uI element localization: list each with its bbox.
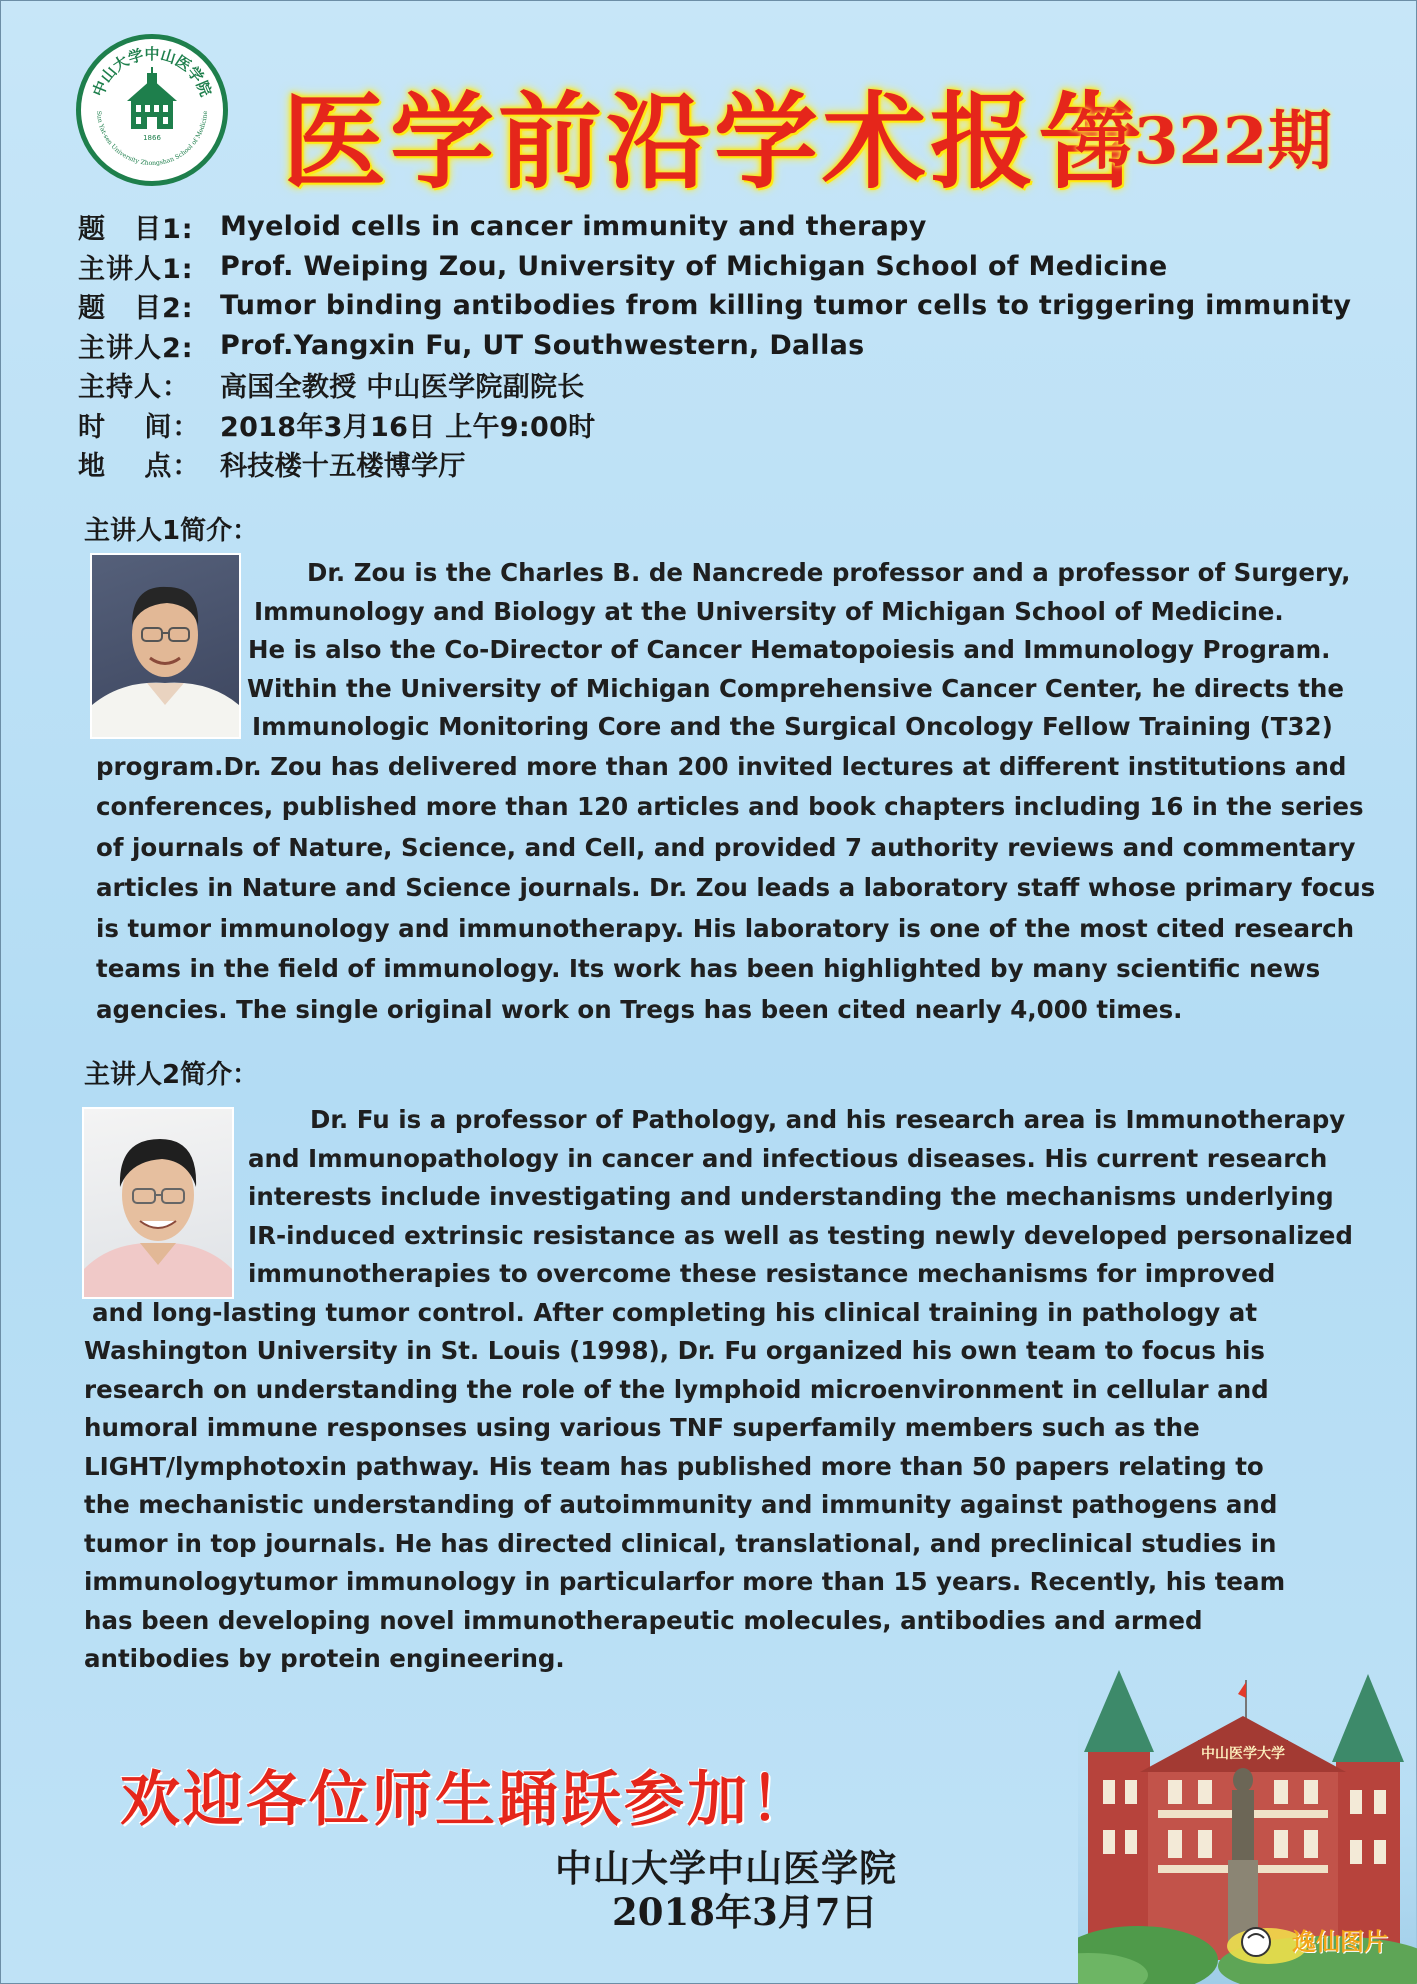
poster-date: 2018年3月7日 <box>612 1890 878 1934</box>
speaker2-heading: 主讲人2简介： <box>84 1060 259 1090</box>
bio-line: Dr. Fu is a professor of Pathology, and his research area is Immunotherapy <box>310 1105 1346 1134</box>
info-value: Prof.Yangxin Fu, UT Southwestern, Dallas <box>220 329 865 361</box>
info-row-topic2 <box>78 286 1351 326</box>
event-info <box>78 207 1351 484</box>
bio-line: Washington University in St. Louis (1998), Dr. Fu organized his own team to focus his <box>84 1336 1265 1365</box>
bio-line: Dr. Zou is the Charles B. de Nancrede professor and a professor of Surgery, <box>307 558 1351 587</box>
bio-line: Immunology and Biology at the University of Michigan School of Medicine. <box>254 596 1284 626</box>
issue-number: 第322期 <box>1070 104 1332 179</box>
building-sign: 中山医学大学 <box>1201 1746 1285 1762</box>
bio-line: is tumor immunology and immunotherapy. His laboratory is one of the most cited research <box>96 913 1355 943</box>
info-label: 题 目1: <box>78 214 194 246</box>
bio-line: conferences, published more than 120 articles and book chapters including 16 in the series <box>96 792 1364 821</box>
info-value: 2018年3月16日 上午9:00时 <box>220 411 596 443</box>
info-label: 主讲人1: <box>78 253 194 285</box>
bio-line: and Immunopathology in cancer and infectious diseases. His current research <box>248 1143 1328 1173</box>
info-label: 地 点： <box>78 451 201 483</box>
logo-emblem <box>81 39 223 181</box>
bio-line: the mechanistic understanding of autoimmunity and immunity against pathogens and <box>84 1490 1278 1519</box>
info-row-speaker1 <box>78 247 1351 287</box>
info-value: 科技楼十五楼博学厅 <box>220 451 466 483</box>
poster-title: 医学前沿学术报告 <box>282 80 1147 203</box>
speaker2-bio <box>84 1101 1353 1679</box>
bio-line: research on understanding the role of the lymphoid microenvironment in cellular and <box>84 1374 1269 1404</box>
info-label: 时 间： <box>78 411 201 443</box>
logo-chinese-name: 中山大学中山医学院 <box>89 45 215 100</box>
bio-line: of journals of Nature, Science, and Cell, and provided 7 authority reviews and commentary <box>96 832 1356 862</box>
info-row-host <box>78 365 1351 405</box>
watermark-text: 逸仙图片 <box>1292 1928 1388 1956</box>
bio-line: teams in the field of immunology. Its work has been highlighted by many scientific news <box>96 954 1321 983</box>
bio-line: program.Dr. Zou has delivered more than 200 invited lectures at different institutions and <box>96 751 1347 781</box>
logo-english-name: Sun Yat-sen University Zhongshan School of Medicine <box>94 110 210 168</box>
info-value: Myeloid cells in cancer immunity and therapy <box>220 211 927 243</box>
bio-line: immunotherapies to overcome these resistance mechanisms for improved <box>248 1259 1276 1288</box>
info-label: 主持人： <box>78 372 190 404</box>
bio-line: Within the University of Michigan Comprehensive Cancer Center, he directs the <box>247 673 1344 703</box>
bio-line: IR-induced extrinsic resistance as well as testing newly developed personalized <box>248 1220 1353 1250</box>
bio-line: and long-lasting tumor control. After completing his clinical training in pathology at <box>92 1297 1258 1327</box>
info-row-location <box>78 444 1351 484</box>
bio-line: agencies. The single original work on Tregs has been cited nearly 4,000 times. <box>96 994 1183 1024</box>
info-label: 题 目2: <box>78 293 194 325</box>
bio-line: Immunologic Monitoring Core and the Surgical Oncology Fellow Training (T32) <box>252 712 1333 741</box>
info-value: 高国全教授 中山医学院副院长 <box>220 372 585 404</box>
organizer-name: 中山大学中山医学院 <box>555 1846 897 1890</box>
university-logo <box>76 34 228 186</box>
speaker1-bio <box>96 554 1375 1030</box>
info-row-time <box>78 405 1351 445</box>
logo-year: 1866 <box>143 134 161 142</box>
bio-line: antibodies by protein engineering. <box>84 1644 565 1673</box>
info-value: Prof. Weiping Zou, University of Michigan School of Medicine <box>220 250 1168 282</box>
welcome-message: 欢迎各位师生踊跃参加！ <box>120 1765 813 1835</box>
bio-line: humoral immune responses using various TNF superfamily members such as the <box>84 1413 1200 1442</box>
bio-line: has been developing novel immunotherapeutic molecules, antibodies and armed <box>84 1605 1203 1635</box>
bio-line: He is also the Co-Director of Cancer Hematopoiesis and Immunology Program. <box>248 635 1331 664</box>
bio-line: LIGHT/lymphotoxin pathway. His team has published more than 50 papers relating to <box>84 1451 1264 1481</box>
speaker1-heading: 主讲人1简介： <box>84 516 259 546</box>
bio-line: tumor in top journals. He has directed clinical, translational, and preclinical studies in <box>84 1528 1277 1558</box>
info-row-speaker2 <box>78 326 1351 366</box>
bio-line: immunologytumor immunology in particularfor more than 15 years. Recently, his team <box>84 1567 1286 1596</box>
bio-line: articles in Nature and Science journals. Dr. Zou leads a laboratory staff whose primary focus <box>96 873 1376 902</box>
info-row-topic1 <box>78 207 1351 247</box>
info-value: Tumor binding antibodies from killing tumor cells to triggering immunity <box>220 290 1352 322</box>
info-label: 主讲人2: <box>78 332 194 364</box>
bio-line: interests include investigating and understanding the mechanisms underlying <box>248 1182 1334 1211</box>
